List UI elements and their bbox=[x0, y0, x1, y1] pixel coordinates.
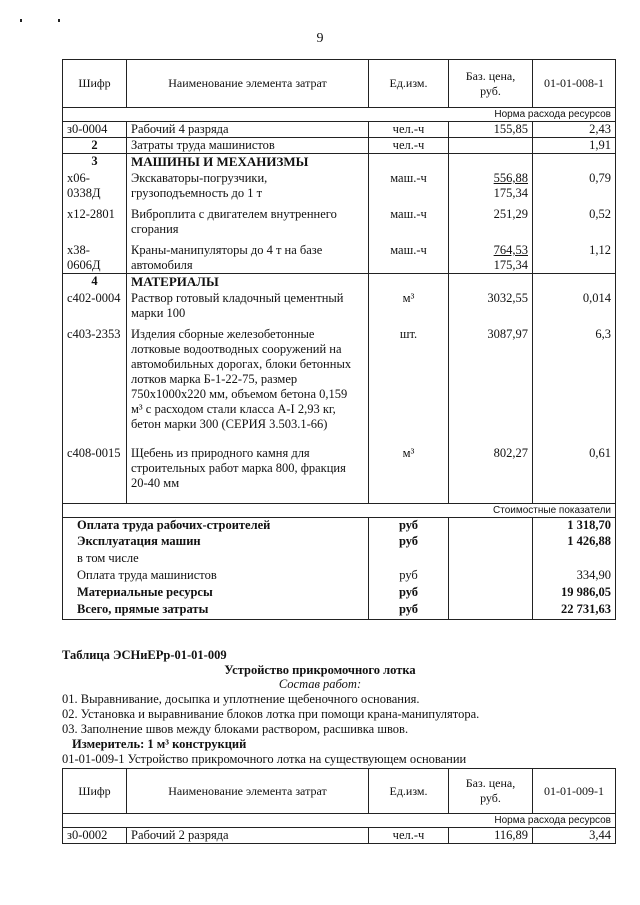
scan-mark bbox=[58, 19, 60, 22]
meter-line: Измеритель: 1 м³ конструкций bbox=[72, 737, 247, 751]
section-row bbox=[63, 154, 616, 170]
section-subtitle: Устройство прикромочного лотка bbox=[224, 663, 416, 677]
cost-row bbox=[63, 585, 616, 602]
cell-unit: м³ bbox=[369, 289, 449, 321]
cell-code: с403-2353 bbox=[63, 321, 127, 441]
page-number: 9 bbox=[316, 31, 324, 46]
resource-table-1 bbox=[62, 59, 616, 620]
table-row bbox=[63, 201, 616, 237]
cell-name: Виброплита с двигателем внутреннего сгорания bbox=[127, 201, 369, 237]
cell-price bbox=[449, 138, 533, 154]
item-line: 01-01-009-1 Устройство прикромочного лотка на существующем основании bbox=[62, 752, 467, 766]
header-code: Шифр bbox=[63, 60, 127, 108]
cost-unit: руб bbox=[369, 517, 449, 534]
cost-value: 334,90 bbox=[533, 568, 616, 585]
cost-label: Оплата труда машинистов bbox=[63, 568, 369, 585]
section-row bbox=[63, 274, 616, 290]
cell-price: 116,89 bbox=[449, 828, 533, 844]
cost-unit: руб bbox=[369, 568, 449, 585]
cell-norm: 2,43 bbox=[533, 122, 616, 138]
cost-value: 1 426,88 bbox=[533, 534, 616, 551]
cell-code: 4 bbox=[63, 274, 127, 290]
cost-label: Всего, прямые затраты bbox=[63, 602, 369, 619]
cell-name: Экскаваторы-погрузчики, грузоподъемность до 1 т bbox=[127, 169, 369, 201]
cell-price: 251,29 bbox=[449, 201, 533, 237]
cost-value: 1 318,70 bbox=[533, 517, 616, 534]
table-row bbox=[63, 321, 616, 441]
norm-caption-row bbox=[63, 814, 616, 828]
cost-label: Оплата труда рабочих-строителей bbox=[63, 517, 369, 534]
cell-unit: шт. bbox=[369, 321, 449, 441]
cell-unit: маш.-ч bbox=[369, 201, 449, 237]
cell-name: Изделия сборные железобетонные лотковые водоотводных сооружений на автомобильных дорогах, блоки бетонных лотков марка Б-1-22-75, размер 750x1000x220 мм, объемом бетона 0,159 м³ с расходом стали класса А-I 2,93 кг, бетон марки 300 (СЕРИЯ 3.503.1-66) bbox=[127, 321, 369, 441]
header-norm-code: 01-01-009-1 bbox=[533, 769, 616, 814]
cell-name: Раствор готовый кладочный цементный марки 100 bbox=[127, 289, 369, 321]
cell-norm: 3,44 bbox=[533, 828, 616, 844]
norm-caption-row bbox=[63, 108, 616, 122]
cell-unit: м³ bbox=[369, 441, 449, 503]
cell-price: 802,27 bbox=[449, 441, 533, 503]
cost-row bbox=[63, 551, 616, 568]
header-price: Баз. цена, руб. bbox=[449, 60, 533, 108]
cell-name: Рабочий 2 разряда bbox=[127, 828, 369, 844]
cost-row bbox=[63, 602, 616, 619]
composition-heading: Состав работ: bbox=[278, 677, 362, 691]
table-row bbox=[63, 237, 616, 274]
cost-unit: руб bbox=[369, 534, 449, 551]
cell-unit: маш.-ч bbox=[369, 169, 449, 201]
header-name: Наименование элемента затрат bbox=[127, 60, 369, 108]
work-step: 01. Выравнивание, досыпка и уплотнение щебеночного основания. bbox=[62, 692, 420, 706]
cell-unit: чел.-ч bbox=[369, 122, 449, 138]
cost-value: 22 731,63 bbox=[533, 602, 616, 619]
table-row bbox=[63, 122, 616, 138]
work-step: 02. Установка и выравнивание блоков лотка при помощи крана-манипулятора. bbox=[62, 707, 480, 721]
norm-caption: Норма расхода ресурсов bbox=[63, 814, 616, 828]
cost-row bbox=[63, 517, 616, 534]
table-row bbox=[63, 138, 616, 154]
cost-unit: руб bbox=[369, 585, 449, 602]
section-title: МАШИНЫ И МЕХАНИЗМЫ bbox=[127, 154, 369, 170]
cell-price: 3032,55 bbox=[449, 289, 533, 321]
cell-norm: 6,3 bbox=[533, 321, 616, 441]
header-code: Шифр bbox=[63, 769, 127, 814]
cost-row bbox=[63, 568, 616, 585]
cell-norm: 1,91 bbox=[533, 138, 616, 154]
cell-code: 3 bbox=[63, 154, 127, 170]
cell-norm: 0,79 bbox=[533, 169, 616, 201]
cell-unit: чел.-ч bbox=[369, 828, 449, 844]
cell-unit: маш.-ч bbox=[369, 237, 449, 274]
cost-value: 19 986,05 bbox=[533, 585, 616, 602]
header-price: Баз. цена, руб. bbox=[449, 769, 533, 814]
work-step: 03. Заполнение швов между блоками раствором, расшивка швов. bbox=[62, 722, 409, 736]
cell-price: 556,88 175,34 bbox=[449, 169, 533, 201]
table-row bbox=[63, 289, 616, 321]
table-row bbox=[63, 169, 616, 201]
cell-name: Затраты труда машинистов bbox=[127, 138, 369, 154]
cell-norm: 0,014 bbox=[533, 289, 616, 321]
cell-unit: чел.-ч bbox=[369, 138, 449, 154]
cost-caption-row bbox=[63, 503, 616, 517]
cell-norm: 0,61 bbox=[533, 441, 616, 503]
cost-unit: руб bbox=[369, 602, 449, 619]
cell-price: 764,53 175,34 bbox=[449, 237, 533, 274]
cost-row bbox=[63, 534, 616, 551]
cost-caption: Стоимостные показатели bbox=[63, 503, 616, 517]
cell-name: Щебень из природного камня для строительных работ марка 800, фракция 20-40 мм bbox=[127, 441, 369, 503]
cell-code: х06-0338Д bbox=[63, 169, 127, 201]
cost-label: Материальные ресурсы bbox=[63, 585, 369, 602]
cell-price: 3087,97 bbox=[449, 321, 533, 441]
cell-name: Краны-манипуляторы до 4 т на базе автомобиля bbox=[127, 237, 369, 274]
norm-caption: Норма расхода ресурсов bbox=[63, 108, 616, 122]
cell-code: х38-0606Д bbox=[63, 237, 127, 274]
table-row bbox=[63, 441, 616, 503]
section-title: МАТЕРИАЛЫ bbox=[127, 274, 369, 290]
table-row bbox=[63, 828, 616, 844]
cost-label: Эксплуатация машин bbox=[63, 534, 369, 551]
table-title: Таблица ЭСНиЕРр-01-01-009 bbox=[62, 648, 227, 662]
header-name: Наименование элемента затрат bbox=[127, 769, 369, 814]
resource-table-2 bbox=[62, 768, 616, 844]
table-header bbox=[63, 60, 616, 108]
cost-label: в том числе bbox=[63, 551, 369, 568]
cell-code: х12-2801 bbox=[63, 201, 127, 237]
cell-code: з0-0002 bbox=[63, 828, 127, 844]
cell-name: Рабочий 4 разряда bbox=[127, 122, 369, 138]
cell-code: с402-0004 bbox=[63, 289, 127, 321]
header-unit: Ед.изм. bbox=[369, 60, 449, 108]
cell-code: с408-0015 bbox=[63, 441, 127, 503]
header-norm-code: 01-01-008-1 bbox=[533, 60, 616, 108]
cell-price: 155,85 bbox=[449, 122, 533, 138]
cell-norm: 1,12 bbox=[533, 237, 616, 274]
table-header bbox=[63, 769, 616, 814]
header-unit: Ед.изм. bbox=[369, 769, 449, 814]
cell-code: з0-0004 bbox=[63, 122, 127, 138]
cell-norm: 0,52 bbox=[533, 201, 616, 237]
scan-mark bbox=[20, 19, 22, 22]
cell-code: 2 bbox=[63, 138, 127, 154]
